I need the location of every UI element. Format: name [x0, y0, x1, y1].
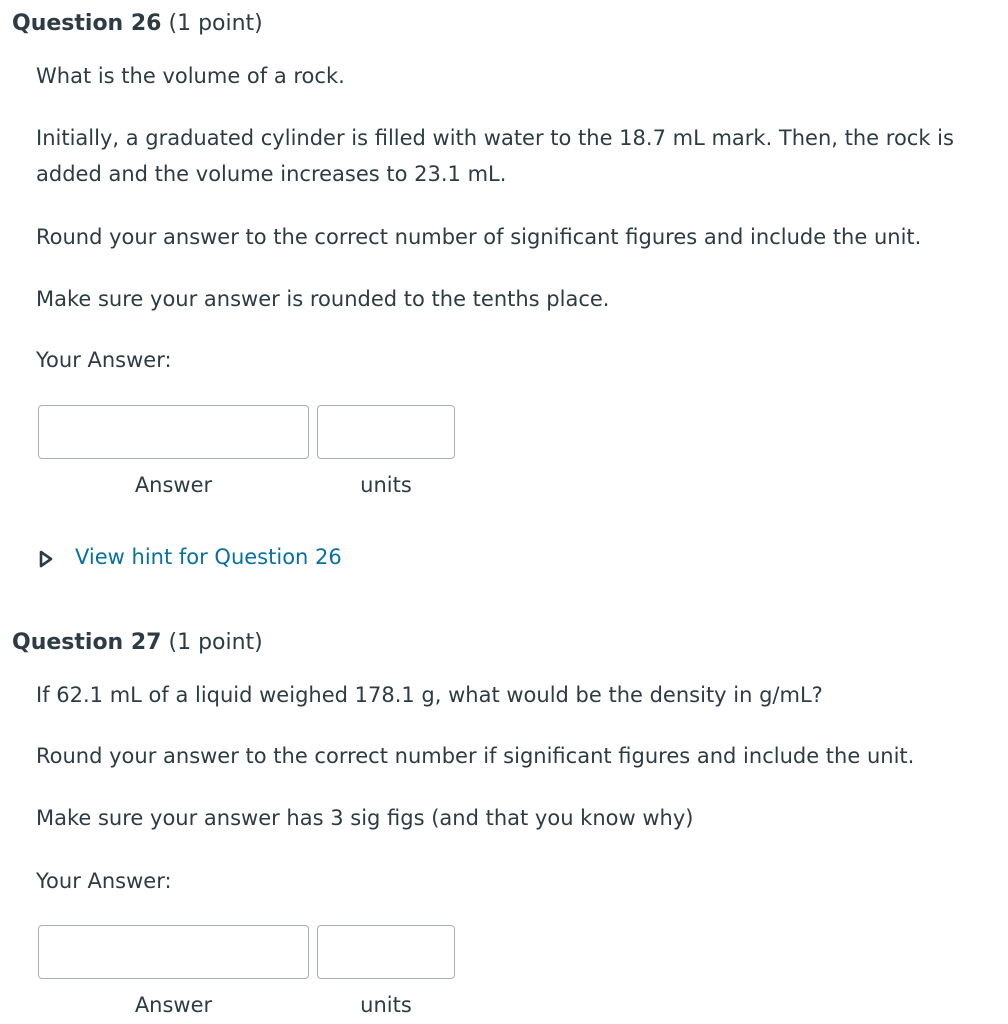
question-title: Question 26 — [12, 11, 162, 36]
question-header — [12, 8, 263, 40]
your-answer-label: Your Answer: — [36, 869, 172, 893]
question-instruction: Make sure your answer is rounded to the tenths place. — [36, 287, 610, 311]
answer-input[interactable] — [38, 925, 309, 979]
question-title: Question 27 — [12, 630, 162, 655]
question-points: (1 point) — [168, 630, 263, 655]
units-input[interactable] — [317, 925, 455, 979]
question-text: If 62.1 mL of a liquid weighed 178.1 g, what would be the density in g/mL? — [36, 683, 823, 707]
question-instruction: Make sure your answer has 3 sig figs (and that you know why) — [36, 806, 694, 830]
question-instruction: Round your answer to the correct number if significant figures and include the unit. — [36, 744, 915, 768]
question-header — [12, 627, 263, 659]
answer-input[interactable] — [38, 405, 309, 459]
units-input[interactable] — [317, 405, 455, 459]
units-field-label: units — [360, 993, 412, 1017]
view-hint-toggle[interactable] — [38, 541, 342, 573]
question-text: Initially, a graduated cylinder is filled with water to the 18.7 mL mark. Then, the rock is added and the volume increases to 23.1 mL. — [36, 126, 954, 186]
question-instruction: Round your answer to the correct number of significant figures and include the unit. — [36, 225, 922, 249]
answer-field-label: Answer — [134, 473, 213, 497]
caret-right-icon — [38, 549, 54, 569]
units-field-label: units — [360, 473, 412, 497]
your-answer-label: Your Answer: — [36, 348, 172, 372]
answer-field-label: Answer — [134, 993, 213, 1017]
question-text: What is the volume of a rock. — [36, 64, 345, 88]
view-hint-link[interactable]: View hint for Question 26 — [75, 545, 342, 569]
question-points: (1 point) — [168, 11, 263, 36]
